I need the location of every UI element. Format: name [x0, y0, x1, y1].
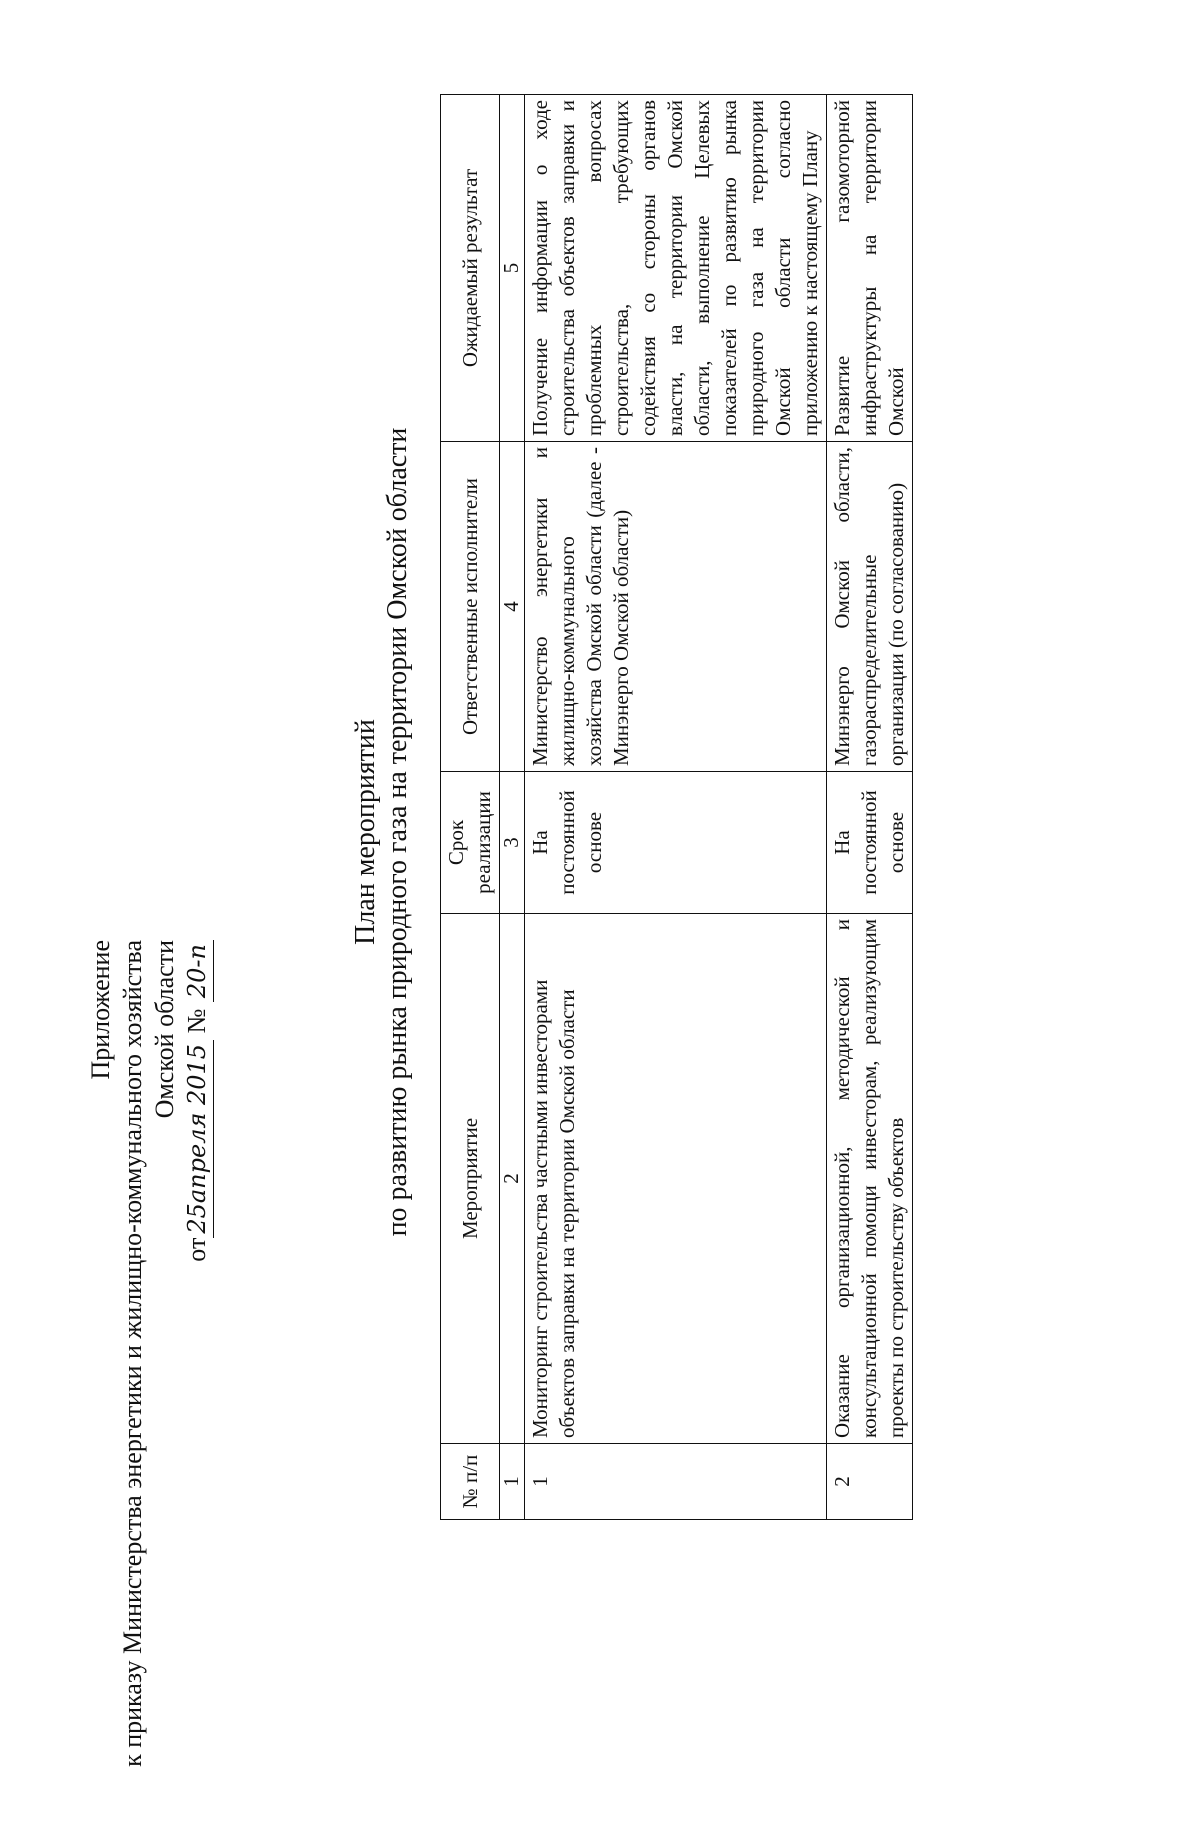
table-row: [827, 95, 913, 1520]
handwritten-number: 20-п: [181, 940, 214, 1002]
col-number-2: 2: [500, 914, 525, 1444]
col-number-5: 5: [500, 95, 525, 442]
table-header-row: [441, 95, 500, 1520]
row-term: На постоянной основе: [827, 772, 913, 914]
plan-title-line1: План мероприятий: [350, 719, 381, 945]
row-term: На постоянной основе: [525, 772, 827, 914]
plan-title: [350, 257, 414, 1407]
col-number-3: 3: [500, 772, 525, 914]
row-number: 2: [827, 1444, 913, 1520]
plan-table: [440, 94, 913, 1520]
row-result: Развитие газомоторной инфраструктуры на территории Омской: [827, 95, 913, 442]
plan-title-line2: по развитию рынка природного газа на территории Омской области: [382, 427, 413, 1237]
row-executors: Министерство энергетики и жилищно-коммунального хозяйства Омской области (далее - Минэнерго Омской области): [525, 442, 827, 772]
order-date-line: [181, 940, 214, 1840]
row-executors: Минэнерго Омской области, газораспределительные организации (по согласованию): [827, 442, 913, 772]
row-number: 1: [525, 1444, 827, 1520]
col-number-1: 1: [500, 1444, 525, 1520]
row-event: Мониторинг строительства частными инвесторами объектов заправки на территории Омской области: [525, 914, 827, 1444]
number-label: №: [182, 1008, 211, 1034]
appendix-title: Приложение: [86, 940, 115, 1080]
row-result: Получение информации о ходе строительства объектов заправки и проблемных вопросах строительства, требующих содействия со стороны органов власти, на территории Омской области, выполнение Целевых показателей по развитию рынка природного газа на территории Омской области согласно приложению к настоящему Плану: [525, 95, 827, 442]
table-row: [525, 95, 827, 1520]
col-number-4: 4: [500, 442, 525, 772]
appendix-order-reference: к приказу Министерства энергетики и жилищно-коммунального хозяйства: [118, 940, 147, 1767]
col-header-term: Срок реализации: [441, 772, 500, 914]
col-header-executors: Ответственные исполнители: [441, 442, 500, 772]
handwritten-date: 25апреля 2015: [181, 1040, 214, 1238]
col-header-num: № п/п: [441, 1444, 500, 1520]
appendix-header: [85, 940, 214, 1840]
column-number-row: [500, 95, 525, 1520]
col-header-result: Ожидаемый результат: [441, 95, 500, 442]
row-event: Оказание организационной, методической и консультационной помощи инвесторам, реализующим проекты по строительству объектов: [827, 914, 913, 1444]
col-header-event: Мероприятие: [441, 914, 500, 1444]
appendix-region: Омской области: [150, 940, 179, 1119]
from-label: от: [182, 1237, 211, 1262]
